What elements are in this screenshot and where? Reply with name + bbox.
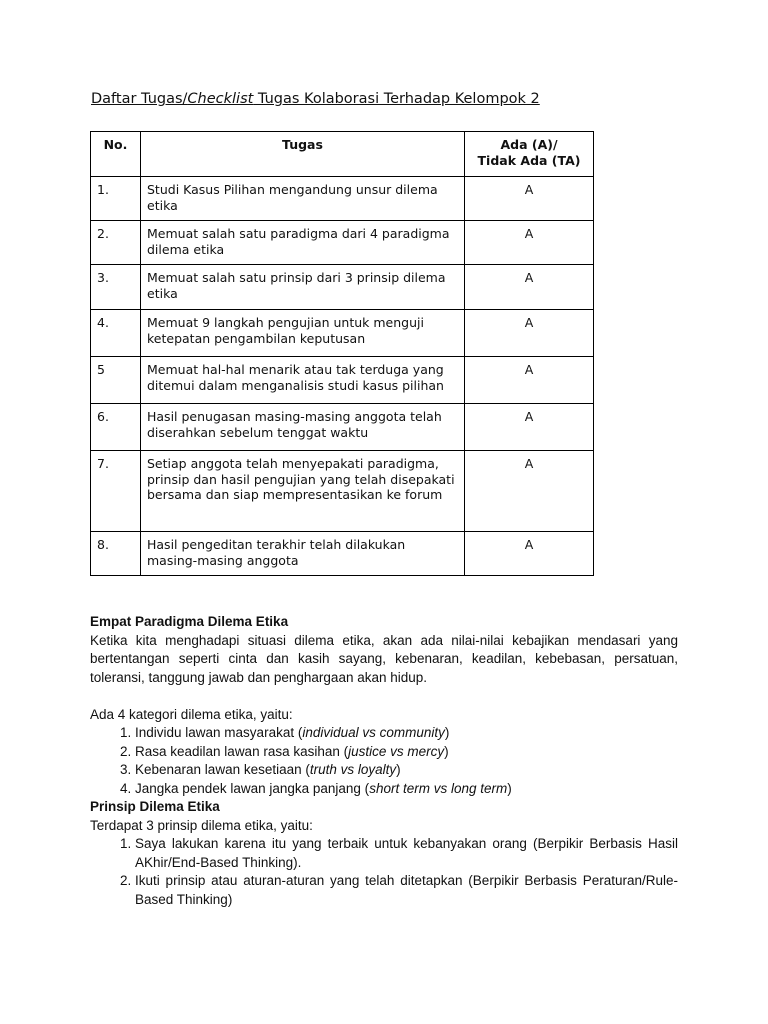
prinsip-heading: Prinsip Dilema Etika (90, 799, 220, 814)
row-status: A (465, 451, 594, 532)
item-italic: individual vs community (302, 725, 445, 740)
document-title (91, 91, 540, 107)
item-tail: ) (396, 762, 401, 777)
item-text: Individu lawan masyarakat ( (135, 725, 303, 740)
paradigma-paragraph: Ketika kita menghadapi situasi dilema etika, akan ada nilai-nilai kebajikan mendasari yang bertentangan seperti cinta dan kasih sayang, kebenaran, keadilan, kebebasan, persatuan, toleransi, tanggung jawab dan penghargaan akan hidup. (90, 632, 678, 685)
row-status: A (465, 221, 594, 265)
list-item (135, 743, 678, 762)
list-item: 1. Saya lakukan karena itu yang terbaik untuk kebanyakan orang (Berpikir Berbasis Hasil AKhir/End-Based Thinking). (135, 835, 678, 872)
row-status: A (465, 532, 594, 576)
row-task: Memuat 9 langkah pengujian untuk menguji ketepatan pengambilan keputusan (141, 310, 465, 357)
list-item (135, 724, 678, 743)
item-italic: short term vs long term (369, 780, 508, 796)
row-status: A (465, 310, 594, 357)
header-task: Tugas (141, 132, 465, 177)
row-number: 7. (91, 451, 141, 532)
row-task: Memuat hal-hal menarik atau tak terduga yang ditemui dalam menganalisis studi kasus pilihan (141, 357, 465, 404)
row-task: Memuat salah satu paradigma dari 4 paradigma dilema etika (141, 221, 465, 265)
row-status: A (465, 177, 594, 221)
item-tail: ) (444, 743, 449, 759)
row-task: Memuat salah satu prinsip dari 3 prinsip dilema etika (141, 265, 465, 310)
row-task: Setiap anggota telah menyepakati paradigma, prinsip dan hasil pengujian yang telah disepakati bersama dan siap mempresentasikan ke forum (141, 451, 465, 532)
table-row (91, 451, 594, 532)
prinsip-intro: Terdapat 3 prinsip dilema etika, yaitu: (90, 817, 313, 833)
row-number: 6. (91, 404, 141, 451)
title-prefix: Daftar Tugas/ (91, 91, 188, 107)
row-status: A (465, 404, 594, 451)
row-status: A (465, 265, 594, 310)
paradigma-section (90, 613, 678, 909)
item-tail: ) (507, 780, 512, 796)
prinsip-list (90, 835, 678, 909)
title-suffix: Tugas Kolaborasi Terhadap Kelompok 2 (253, 91, 540, 107)
row-number: 2. (91, 221, 141, 265)
list-item (135, 761, 678, 780)
header-no: No. (91, 132, 141, 177)
item-italic: justice vs mercy (348, 743, 445, 759)
header-status-line1: Ada (A)/ (500, 137, 558, 152)
item-text: Rasa keadilan lawan rasa kasihan ( (135, 743, 349, 759)
table-row (91, 532, 594, 576)
table-row (91, 265, 594, 310)
row-task: Hasil pengeditan terakhir telah dilakukan masing-masing anggota (141, 532, 465, 576)
header-status (465, 132, 594, 177)
table-row (91, 310, 594, 357)
title-italic: Checklist (187, 91, 254, 107)
paradigma-heading: Empat Paradigma Dilema Etika (90, 614, 289, 629)
row-number: 5 (91, 357, 141, 404)
spacer (90, 687, 678, 706)
paradigma-list (90, 724, 678, 798)
row-number: 1. (91, 177, 141, 221)
row-number: 3. (91, 265, 141, 310)
item-tail: ) (444, 725, 450, 740)
list-item: 2. Ikuti prinsip atau aturan-aturan yang telah ditetapkan (Berpikir Berbasis Peraturan/Rule-Based Thinking) (135, 872, 678, 909)
list-item (135, 780, 678, 799)
table-row (91, 404, 594, 451)
table-header-row (91, 132, 594, 177)
row-number: 8. (91, 532, 141, 576)
checklist-table (90, 131, 594, 576)
table-row (91, 357, 594, 404)
row-number: 4. (91, 310, 141, 357)
item-text: Jangka pendek lawan jangka panjang ( (135, 780, 370, 796)
table-row (91, 221, 594, 265)
row-task: Studi Kasus Pilihan mengandung unsur dilema etika (141, 177, 465, 221)
paradigma-intro: Ada 4 kategori dilema etika, yaitu: (90, 706, 293, 722)
item-text: Kebenaran lawan kesetiaan ( (135, 762, 310, 777)
item-italic: truth vs loyalty (309, 762, 397, 777)
table-row (91, 177, 594, 221)
header-status-line2: Tidak Ada (TA) (477, 152, 581, 168)
row-task: Hasil penugasan masing-masing anggota telah diserahkan sebelum tenggat waktu (141, 404, 465, 451)
row-status: A (465, 357, 594, 404)
